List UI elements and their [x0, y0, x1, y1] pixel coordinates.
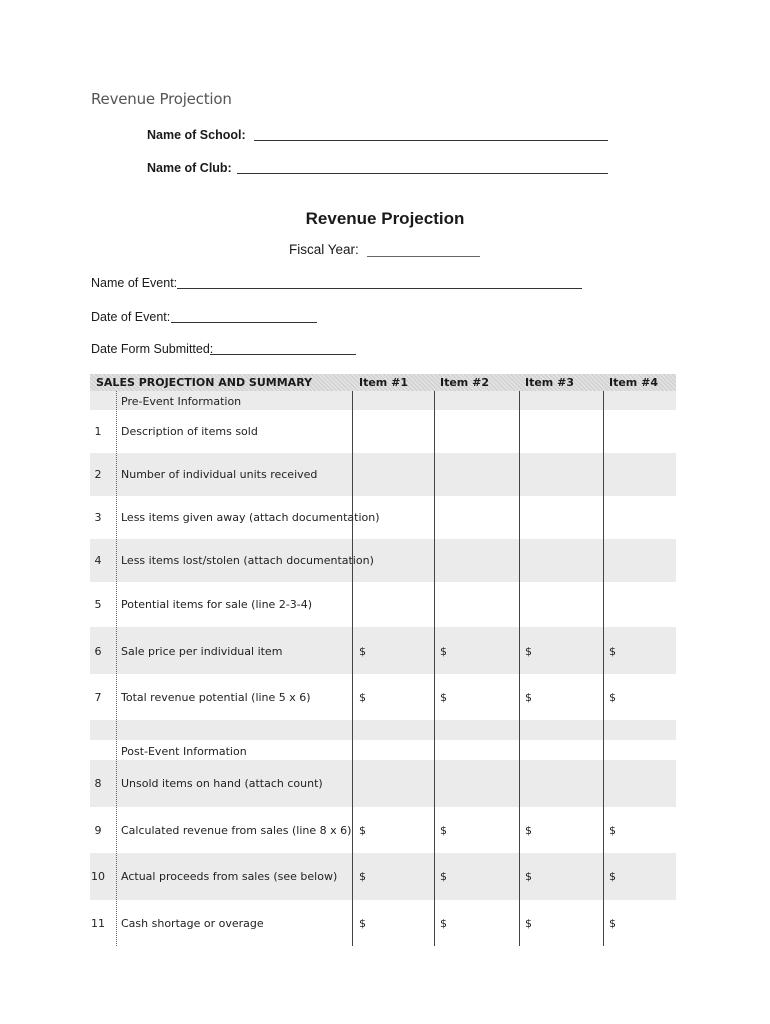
post-event-label: Post-Event Information [121, 745, 247, 758]
currency-symbol: $ [525, 645, 532, 658]
currency-symbol: $ [440, 870, 447, 883]
event-date-input[interactable] [171, 322, 317, 323]
column-divider-3 [519, 391, 520, 946]
currency-symbol: $ [359, 691, 366, 704]
row-description: Potential items for sale (line 2-3-4) [121, 598, 313, 611]
column-divider-4 [603, 391, 604, 946]
club-input[interactable] [237, 173, 608, 174]
row-number: 5 [94, 598, 102, 611]
row-description: Unsold items on hand (attach count) [121, 777, 323, 790]
number-column-divider [116, 391, 117, 946]
currency-symbol: $ [359, 824, 366, 837]
event-date-label: Date of Event: [91, 310, 171, 324]
currency-symbol: $ [525, 870, 532, 883]
column-header-item-1: Item #1 [359, 376, 408, 389]
date-submitted-input[interactable] [210, 354, 356, 355]
row-description: Total revenue potential (line 5 x 6) [121, 691, 311, 704]
row-number: 8 [94, 777, 102, 790]
currency-symbol: $ [609, 691, 616, 704]
row-number: 4 [94, 554, 102, 567]
row-description: Cash shortage or overage [121, 917, 264, 930]
table-title: SALES PROJECTION AND SUMMARY [96, 376, 313, 389]
row-number: 2 [94, 468, 102, 481]
date-submitted-label: Date Form Submitted: [91, 342, 214, 356]
page-title: Revenue Projection [305, 209, 465, 228]
currency-symbol: $ [359, 917, 366, 930]
row-number: 6 [94, 645, 102, 658]
row-description: Less items given away (attach documentation) [121, 511, 380, 524]
event-name-label: Name of Event: [91, 276, 178, 290]
row-description: Number of individual units received [121, 468, 318, 481]
row-number: 1 [94, 425, 102, 438]
currency-symbol: $ [609, 917, 616, 930]
currency-symbol: $ [609, 645, 616, 658]
column-divider-2 [434, 391, 435, 946]
currency-symbol: $ [440, 645, 447, 658]
club-label: Name of Club: [147, 161, 232, 175]
column-header-item-2: Item #2 [440, 376, 489, 389]
currency-symbol: $ [440, 824, 447, 837]
event-name-input[interactable] [177, 288, 582, 289]
currency-symbol: $ [359, 870, 366, 883]
pre-event-label: Pre-Event Information [121, 395, 242, 408]
row-number: 11 [91, 917, 105, 930]
fiscal-year-input[interactable] [367, 256, 480, 257]
school-label: Name of School: [147, 128, 246, 142]
column-divider-1 [352, 391, 353, 946]
row-description: Calculated revenue from sales (line 8 x 6) [121, 824, 352, 837]
corner-title: Revenue Projection [91, 90, 232, 108]
row-number: 7 [94, 691, 102, 704]
row-number: 10 [91, 870, 105, 883]
row-description: Sale price per individual item [121, 645, 283, 658]
currency-symbol: $ [440, 691, 447, 704]
currency-symbol: $ [609, 824, 616, 837]
currency-symbol: $ [609, 870, 616, 883]
currency-symbol: $ [525, 691, 532, 704]
row-description: Less items lost/stolen (attach documentation) [121, 554, 374, 567]
fiscal-year-label: Fiscal Year: [289, 242, 359, 257]
column-header-item-4: Item #4 [609, 376, 658, 389]
currency-symbol: $ [525, 917, 532, 930]
row-description: Actual proceeds from sales (see below) [121, 870, 338, 883]
spacer-band [90, 720, 676, 740]
currency-symbol: $ [440, 917, 447, 930]
row-number: 3 [94, 511, 102, 524]
column-header-item-3: Item #3 [525, 376, 574, 389]
school-input[interactable] [254, 140, 608, 141]
currency-symbol: $ [525, 824, 532, 837]
row-number: 9 [94, 824, 102, 837]
currency-symbol: $ [359, 645, 366, 658]
row-description: Description of items sold [121, 425, 258, 438]
